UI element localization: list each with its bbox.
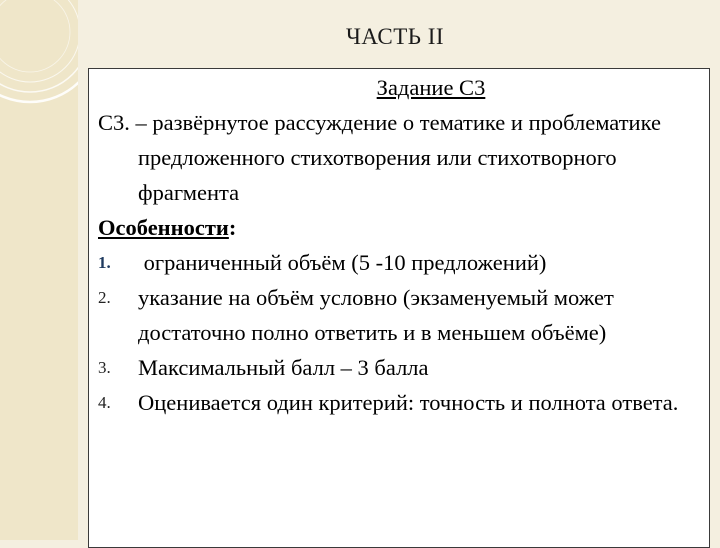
list-item [98,245,704,280]
list-item-text: ограниченный объём (5 -10 предложений) [138,250,547,275]
list-item-number: 2. [98,288,111,307]
list-item-text: Максимальный балл – 3 балла [138,355,429,380]
task-description: С3. – развёрнутое рассуждение о тематике и проблематике предложенного стихотворения или стихотворного фрагмента [98,110,661,205]
list-item-text: Оценивается один критерий: точность и полнота ответа. [138,390,679,415]
list-item-number: 3. [98,358,111,377]
list-item [98,350,704,385]
list-item-text: указание на объём условно (экзаменуемый может достаточно полно ответить и в меньшем объёме) [138,285,614,345]
list-item [98,280,704,350]
features-heading-row [98,210,704,245]
features-heading: Особенности [98,215,229,240]
slide-content [98,70,704,420]
features-colon: : [228,215,237,240]
list-item-number: 1. [98,253,111,272]
slide-title: ЧАСТЬ II [345,24,445,49]
list-item [98,385,704,420]
task-heading: Задание С3 [376,75,486,100]
list-item-number: 4. [98,393,111,412]
